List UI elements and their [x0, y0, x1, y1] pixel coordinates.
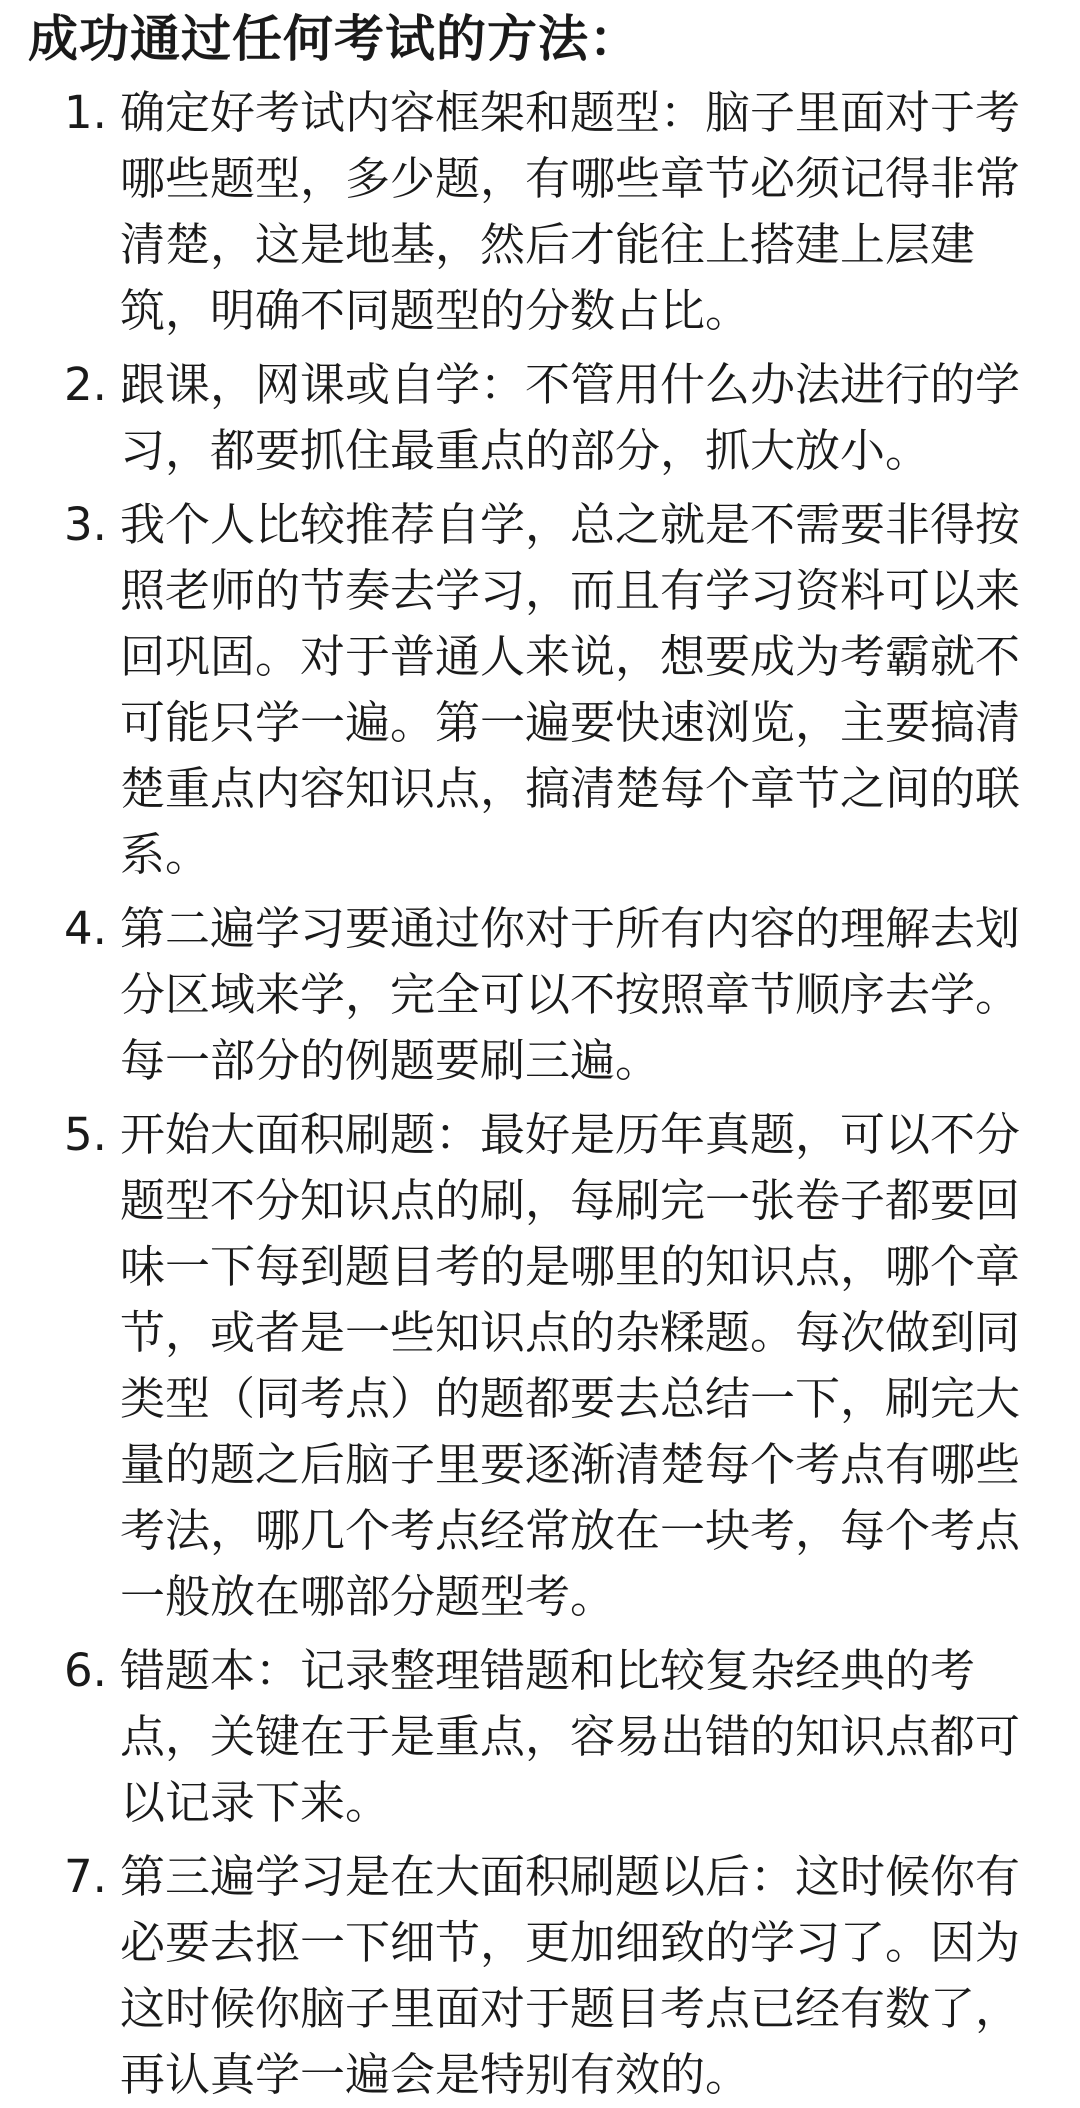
list-item: [28, 1638, 1050, 1836]
list-item-number: 1.: [64, 86, 107, 139]
list-item-number: 3.: [64, 498, 107, 551]
list-item-text: 确定好考试内容框架和题型：脑子里面对于考哪些题型，多少题，有哪些章节必须记得非常清楚，这是地基，然后才能往上搭建上层建筑，明确不同题型的分数占比。: [120, 86, 1021, 337]
list-item-text: 开始大面积刷题：最好是历年真题，可以不分题型不分知识点的刷，每刷完一张卷子都要回味一下每到题目考的是哪里的知识点，哪个章节，或者是一些知识点的杂糅题。每次做到同类型（同考点）的题都要去总结一下，刷完大量的题之后脑子里要逐渐清楚每个考点有哪些考法，哪几个考点经常放在一块考，每个考点一般放在哪部分题型考。: [120, 1108, 1021, 1623]
list-item-number: 2.: [64, 358, 107, 411]
list-item-number: 4.: [64, 902, 107, 955]
list-item: [28, 896, 1050, 1094]
list-item: [28, 352, 1050, 484]
list-item-text: 错题本：记录整理错题和比较复杂经典的考点，关键在于是重点，容易出错的知识点都可以记录下来。: [120, 1644, 1021, 1829]
list-item: [28, 492, 1050, 888]
list-item-text: 跟课，网课或自学：不管用什么办法进行的学习，都要抓住最重点的部分，抓大放小。: [120, 358, 1021, 477]
list-item-text: 第二遍学习要通过你对于所有内容的理解去划分区域来学，完全可以不按照章节顺序去学。每一部分的例题要刷三遍。: [120, 902, 1021, 1087]
document-title: 成功通过任何考试的方法：: [28, 10, 640, 68]
list-item: [28, 1102, 1050, 1630]
list-item: [28, 1844, 1050, 2108]
list-item: [28, 80, 1050, 344]
list-item-text: 我个人比较推荐自学，总之就是不需要非得按照老师的节奏去学习，而且有学习资料可以来回巩固。对于普通人来说，想要成为考霸就不可能只学一遍。第一遍要快速浏览，主要搞清楚重点内容知识点，搞清楚每个章节之间的联系。: [120, 498, 1021, 881]
methods-list: [28, 80, 1050, 2108]
list-item-text: 第三遍学习是在大面积刷题以后：这时候你有必要去抠一下细节，更加细致的学习了。因为这时候你脑子里面对于题目考点已经有数了，再认真学一遍会是特别有效的。: [120, 1850, 1021, 2101]
list-item-number: 7.: [64, 1850, 107, 1903]
list-item-number: 6.: [64, 1644, 107, 1697]
list-item-number: 5.: [64, 1108, 107, 1161]
